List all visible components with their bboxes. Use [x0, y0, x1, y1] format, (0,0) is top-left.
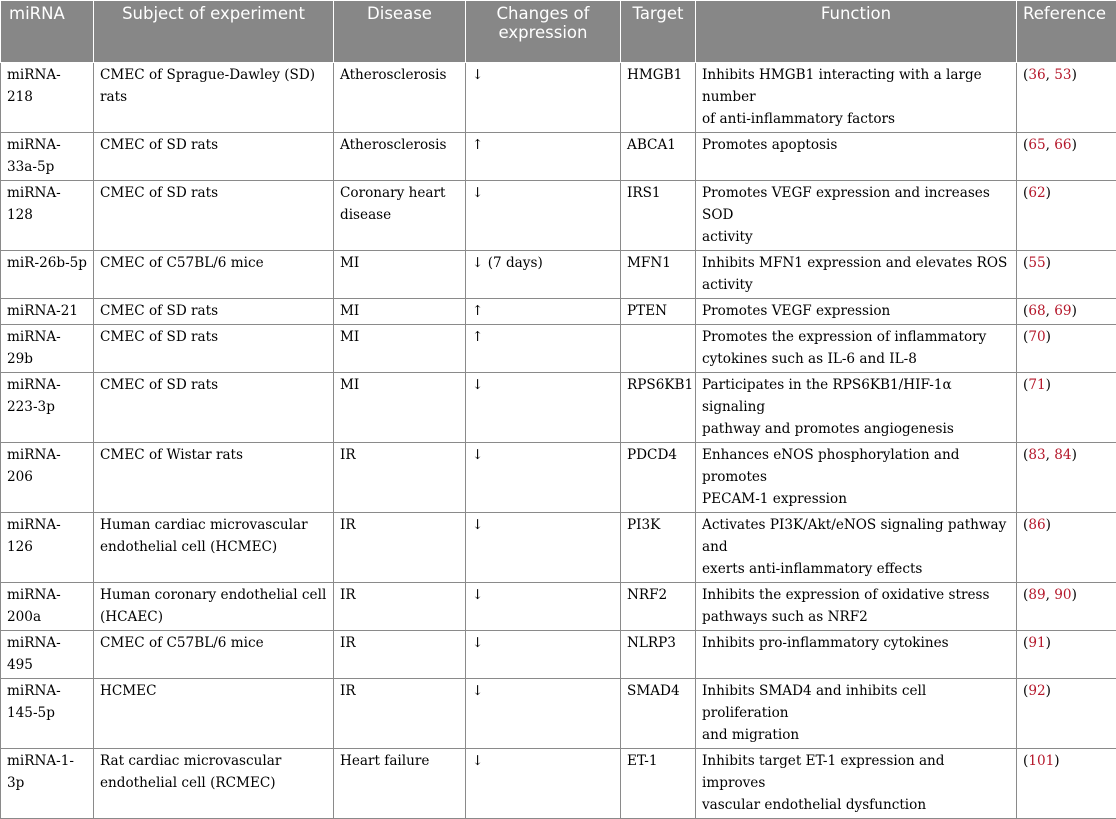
- cell-disease: MI: [334, 325, 466, 373]
- header-mirna: miRNA: [1, 1, 94, 63]
- cell-function: Inhibits pro-inflammatory cytokines: [696, 631, 1017, 679]
- table-row: [1, 133, 1116, 181]
- cell-mirna: miRNA-21: [1, 299, 94, 325]
- cell-target: ET-1: [621, 749, 696, 819]
- cell-reference: (55): [1017, 251, 1116, 299]
- cell-target: PDCD4: [621, 443, 696, 513]
- cell-target: PTEN: [621, 299, 696, 325]
- cell-mirna: miRNA- 206: [1, 443, 94, 513]
- cell-mirna: miRNA- 126: [1, 513, 94, 583]
- cell-change: ↑: [466, 325, 621, 373]
- cell-reference: (68, 69): [1017, 299, 1116, 325]
- cell-change: ↓: [466, 513, 621, 583]
- reference-link[interactable]: 70: [1028, 329, 1045, 345]
- header-reference: Reference: [1017, 1, 1116, 63]
- cell-disease: Heart failure: [334, 749, 466, 819]
- reference-link[interactable]: 65: [1028, 137, 1045, 153]
- cell-subject: CMEC of Wistar rats: [94, 443, 334, 513]
- table-row: [1, 443, 1116, 513]
- cell-reference: (92): [1017, 679, 1116, 749]
- cell-function: Inhibits MFN1 expression and elevates ROS activity: [696, 251, 1017, 299]
- table-row: [1, 631, 1116, 679]
- cell-change: ↓: [466, 181, 621, 251]
- table-row: [1, 373, 1116, 443]
- reference-link[interactable]: 90: [1054, 587, 1071, 603]
- reference-link[interactable]: 101: [1028, 753, 1054, 769]
- header-function: Function: [696, 1, 1017, 63]
- cell-target: HMGB1: [621, 63, 696, 133]
- cell-mirna: miRNA- 223-3p: [1, 373, 94, 443]
- cell-subject: CMEC of SD rats: [94, 133, 334, 181]
- cell-target: ABCA1: [621, 133, 696, 181]
- cell-function: Activates PI3K/Akt/eNOS signaling pathway and exerts anti-inflammatory effects: [696, 513, 1017, 583]
- cell-subject: CMEC of SD rats: [94, 373, 334, 443]
- cell-disease: IR: [334, 679, 466, 749]
- table-header-row: [1, 1, 1116, 63]
- cell-function: Participates in the RPS6KB1/HIF-1α signaling pathway and promotes angiogenesis: [696, 373, 1017, 443]
- cell-change: ↓: [466, 373, 621, 443]
- header-changes: Changes of expression: [466, 1, 621, 63]
- cell-subject: Human cardiac microvascular endothelial cell (HCMEC): [94, 513, 334, 583]
- cell-target: SMAD4: [621, 679, 696, 749]
- cell-disease: IR: [334, 631, 466, 679]
- cell-mirna: miRNA- 200a: [1, 583, 94, 631]
- cell-subject: Human coronary endothelial cell (HCAEC): [94, 583, 334, 631]
- cell-reference: (36, 53): [1017, 63, 1116, 133]
- cell-change: ↓: [466, 749, 621, 819]
- cell-function: Promotes apoptosis: [696, 133, 1017, 181]
- cell-change: ↓: [466, 63, 621, 133]
- cell-disease: Atherosclerosis: [334, 63, 466, 133]
- table-row: [1, 513, 1116, 583]
- cell-change: ↑: [466, 299, 621, 325]
- reference-link[interactable]: 69: [1054, 303, 1071, 319]
- reference-link[interactable]: 89: [1028, 587, 1045, 603]
- cell-function: Promotes VEGF expression: [696, 299, 1017, 325]
- cell-function: Enhances eNOS phosphorylation and promotes PECAM-1 expression: [696, 443, 1017, 513]
- reference-link[interactable]: 86: [1028, 517, 1045, 533]
- reference-link[interactable]: 92: [1028, 683, 1045, 699]
- cell-subject: CMEC of C57BL/6 mice: [94, 631, 334, 679]
- cell-change: ↓: [466, 631, 621, 679]
- header-disease: Disease: [334, 1, 466, 63]
- reference-link[interactable]: 83: [1028, 447, 1045, 463]
- cell-target: MFN1: [621, 251, 696, 299]
- cell-subject: CMEC of Sprague-Dawley (SD) rats: [94, 63, 334, 133]
- cell-reference: (86): [1017, 513, 1116, 583]
- cell-mirna: miRNA-1- 3p: [1, 749, 94, 819]
- cell-mirna: miRNA- 33a-5p: [1, 133, 94, 181]
- reference-link[interactable]: 36: [1028, 67, 1045, 83]
- cell-function: Inhibits the expression of oxidative stress pathways such as NRF2: [696, 583, 1017, 631]
- cell-mirna: miRNA- 495: [1, 631, 94, 679]
- cell-target: [621, 325, 696, 373]
- table-row: [1, 63, 1116, 133]
- header-subject: Subject of experiment: [94, 1, 334, 63]
- reference-link[interactable]: 62: [1028, 185, 1045, 201]
- cell-reference: (91): [1017, 631, 1116, 679]
- table-row: [1, 583, 1116, 631]
- cell-disease: MI: [334, 251, 466, 299]
- cell-subject: CMEC of C57BL/6 mice: [94, 251, 334, 299]
- header-target: Target: [621, 1, 696, 63]
- reference-link[interactable]: 84: [1054, 447, 1071, 463]
- cell-change: ↑: [466, 133, 621, 181]
- reference-link[interactable]: 91: [1028, 635, 1045, 651]
- cell-function: Inhibits SMAD4 and inhibits cell proliferation and migration: [696, 679, 1017, 749]
- cell-change: ↓: [466, 583, 621, 631]
- cell-target: NRF2: [621, 583, 696, 631]
- cell-mirna: miR-26b-5p: [1, 251, 94, 299]
- table-row: [1, 299, 1116, 325]
- table-row: [1, 679, 1116, 749]
- reference-link[interactable]: 71: [1028, 377, 1045, 393]
- cell-change: ↓ (7 days): [466, 251, 621, 299]
- cell-disease: Atherosclerosis: [334, 133, 466, 181]
- table-row: [1, 251, 1116, 299]
- cell-disease: Coronary heart disease: [334, 181, 466, 251]
- cell-subject: CMEC of SD rats: [94, 299, 334, 325]
- cell-subject: HCMEC: [94, 679, 334, 749]
- cell-target: IRS1: [621, 181, 696, 251]
- cell-subject: CMEC of SD rats: [94, 181, 334, 251]
- table-row: [1, 749, 1116, 819]
- cell-reference: (65, 66): [1017, 133, 1116, 181]
- cell-reference: (71): [1017, 373, 1116, 443]
- reference-link[interactable]: 53: [1054, 67, 1071, 83]
- cell-reference: (62): [1017, 181, 1116, 251]
- cell-function: Promotes VEGF expression and increases SOD activity: [696, 181, 1017, 251]
- reference-link[interactable]: 66: [1054, 137, 1071, 153]
- cell-target: PI3K: [621, 513, 696, 583]
- cell-function: Promotes the expression of inflammatory cytokines such as IL-6 and IL-8: [696, 325, 1017, 373]
- cell-reference: (89, 90): [1017, 583, 1116, 631]
- cell-disease: IR: [334, 443, 466, 513]
- table-row: [1, 325, 1116, 373]
- reference-link[interactable]: 68: [1028, 303, 1045, 319]
- cell-disease: IR: [334, 513, 466, 583]
- cell-reference: (70): [1017, 325, 1116, 373]
- cell-target: RPS6KB1: [621, 373, 696, 443]
- cell-target: NLRP3: [621, 631, 696, 679]
- cell-change: ↓: [466, 679, 621, 749]
- cell-function: Inhibits target ET-1 expression and improves vascular endothelial dysfunction: [696, 749, 1017, 819]
- cell-mirna: miRNA- 218: [1, 63, 94, 133]
- cell-change: ↓: [466, 443, 621, 513]
- cell-mirna: miRNA- 29b: [1, 325, 94, 373]
- cell-disease: IR: [334, 583, 466, 631]
- cell-reference: (101): [1017, 749, 1116, 819]
- cell-disease: MI: [334, 299, 466, 325]
- table-row: [1, 181, 1116, 251]
- cell-disease: MI: [334, 373, 466, 443]
- cell-function: Inhibits HMGB1 interacting with a large number of anti-inflammatory factors: [696, 63, 1017, 133]
- cell-subject: Rat cardiac microvascular endothelial cell (RCMEC): [94, 749, 334, 819]
- cell-subject: CMEC of SD rats: [94, 325, 334, 373]
- reference-link[interactable]: 55: [1028, 255, 1045, 271]
- cell-mirna: miRNA- 128: [1, 181, 94, 251]
- cell-mirna: miRNA- 145-5p: [1, 679, 94, 749]
- cell-reference: (83, 84): [1017, 443, 1116, 513]
